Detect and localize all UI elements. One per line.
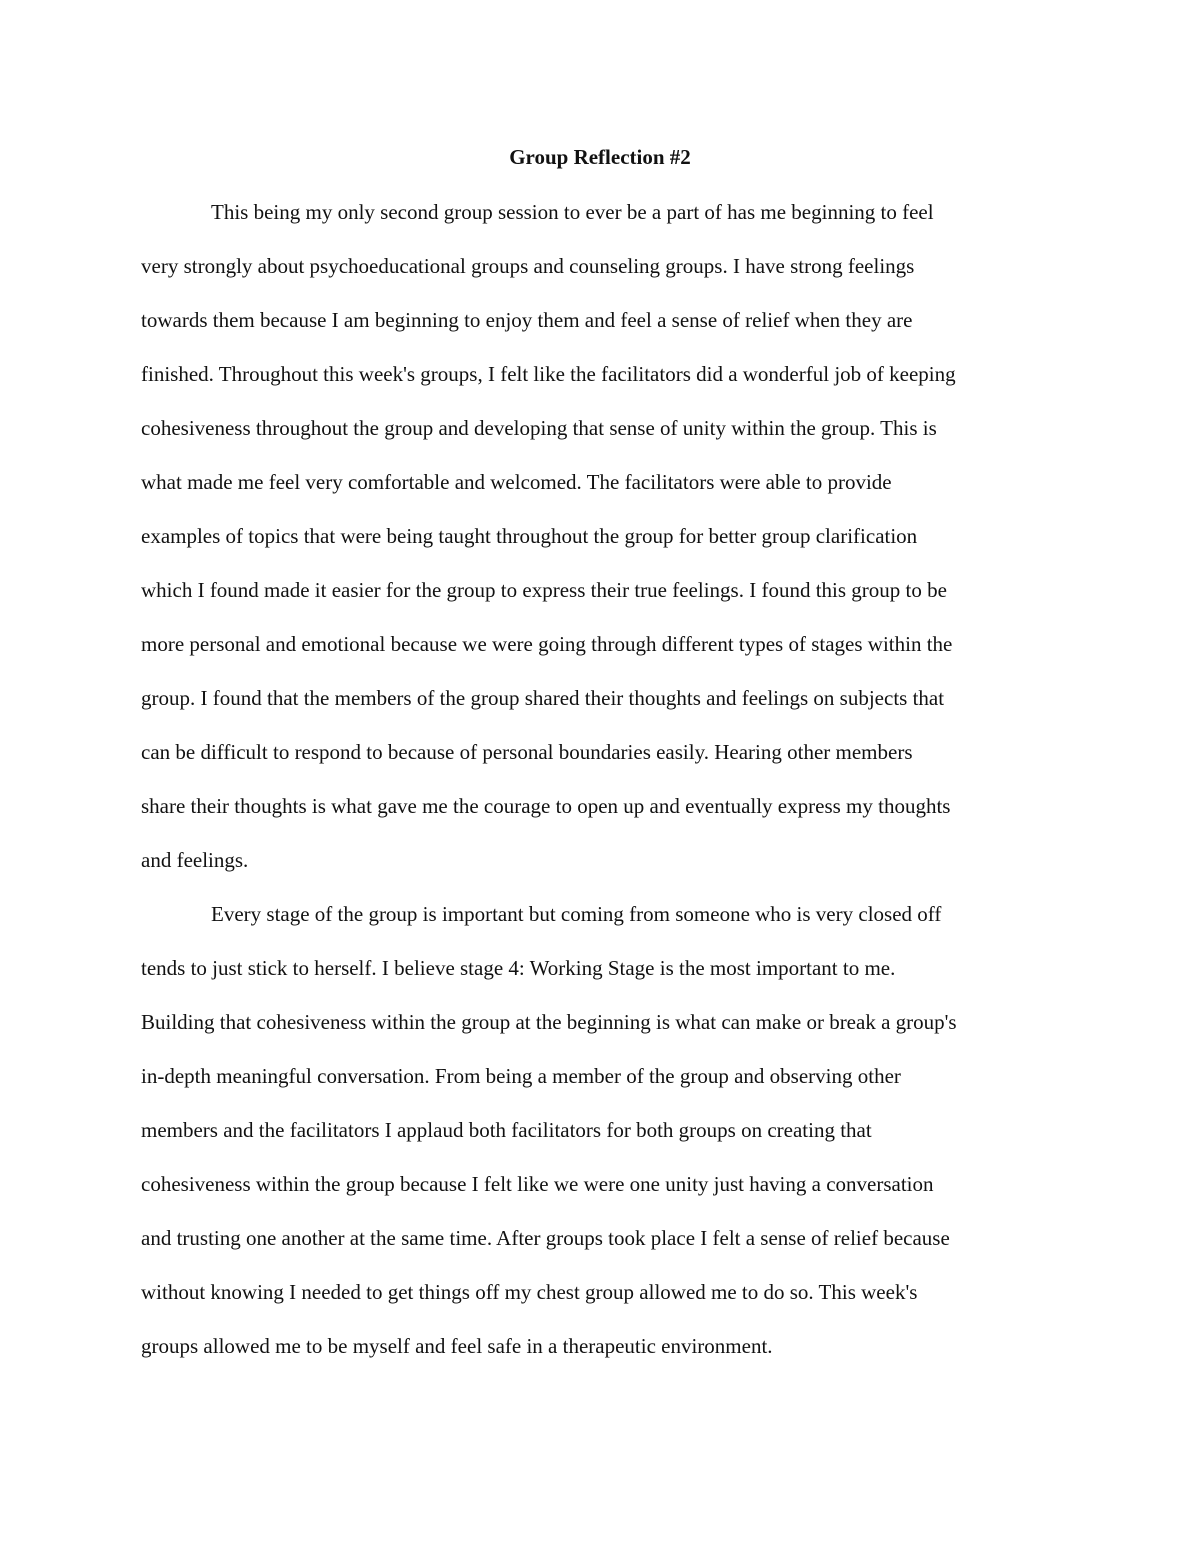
paragraph-1-line-7: examples of topics that were being taught throughout the group for better group clarification <box>141 524 918 548</box>
paragraph-1-line-1: This being my only second group session to ever be a part of has me beginning to feel <box>211 200 934 224</box>
paragraph-2-line-3: Building that cohesiveness within the group at the beginning is what can make or break a group's <box>141 1010 957 1034</box>
paragraph-2-line-6: cohesiveness within the group because I felt like we were one unity just having a conversation <box>141 1172 934 1196</box>
paragraph-2-line-4: in-depth meaningful conversation. From being a member of the group and observing other <box>141 1064 901 1088</box>
paragraph-1-line-9: more personal and emotional because we were going through different types of stages within the <box>141 632 953 656</box>
paragraph-1-line-3: towards them because I am beginning to enjoy them and feel a sense of relief when they are <box>141 308 913 332</box>
paragraph-2-line-9: groups allowed me to be myself and feel safe in a therapeutic environment. <box>141 1334 773 1358</box>
paragraph-1-line-5: cohesiveness throughout the group and developing that sense of unity within the group. This is <box>141 416 937 440</box>
paragraph-1-line-10: group. I found that the members of the group shared their thoughts and feelings on subjects that <box>141 686 945 710</box>
paragraph-2-line-7: and trusting one another at the same time. After groups took place I felt a sense of relief because <box>141 1226 950 1250</box>
paragraph-2-line-1: Every stage of the group is important but coming from someone who is very closed off <box>211 902 942 926</box>
paragraph-2-line-5: members and the facilitators I applaud both facilitators for both groups on creating that <box>141 1118 872 1142</box>
paragraph-1-line-6: what made me feel very comfortable and welcomed. The facilitators were able to provide <box>141 470 892 494</box>
paragraph-1-line-13: and feelings. <box>141 848 249 872</box>
document-title: Group Reflection #2 <box>509 145 691 169</box>
paragraph-1-line-11: can be difficult to respond to because of personal boundaries easily. Hearing other members <box>141 740 913 764</box>
paragraph-1-line-4: finished. Throughout this week's groups, I felt like the facilitators did a wonderful job of keeping <box>141 362 956 386</box>
paragraph-2-line-8: without knowing I needed to get things off my chest group allowed me to do so. This week's <box>141 1280 918 1304</box>
paragraph-1-line-2: very strongly about psychoeducational groups and counseling groups. I have strong feelings <box>141 254 915 278</box>
paragraph-1-line-12: share their thoughts is what gave me the courage to open up and eventually express my thoughts <box>141 794 951 818</box>
paragraph-1-line-8: which I found made it easier for the group to express their true feelings. I found this group to be <box>141 578 947 602</box>
paragraph-2-line-2: tends to just stick to herself. I believe stage 4: Working Stage is the most important to me. <box>141 956 896 980</box>
